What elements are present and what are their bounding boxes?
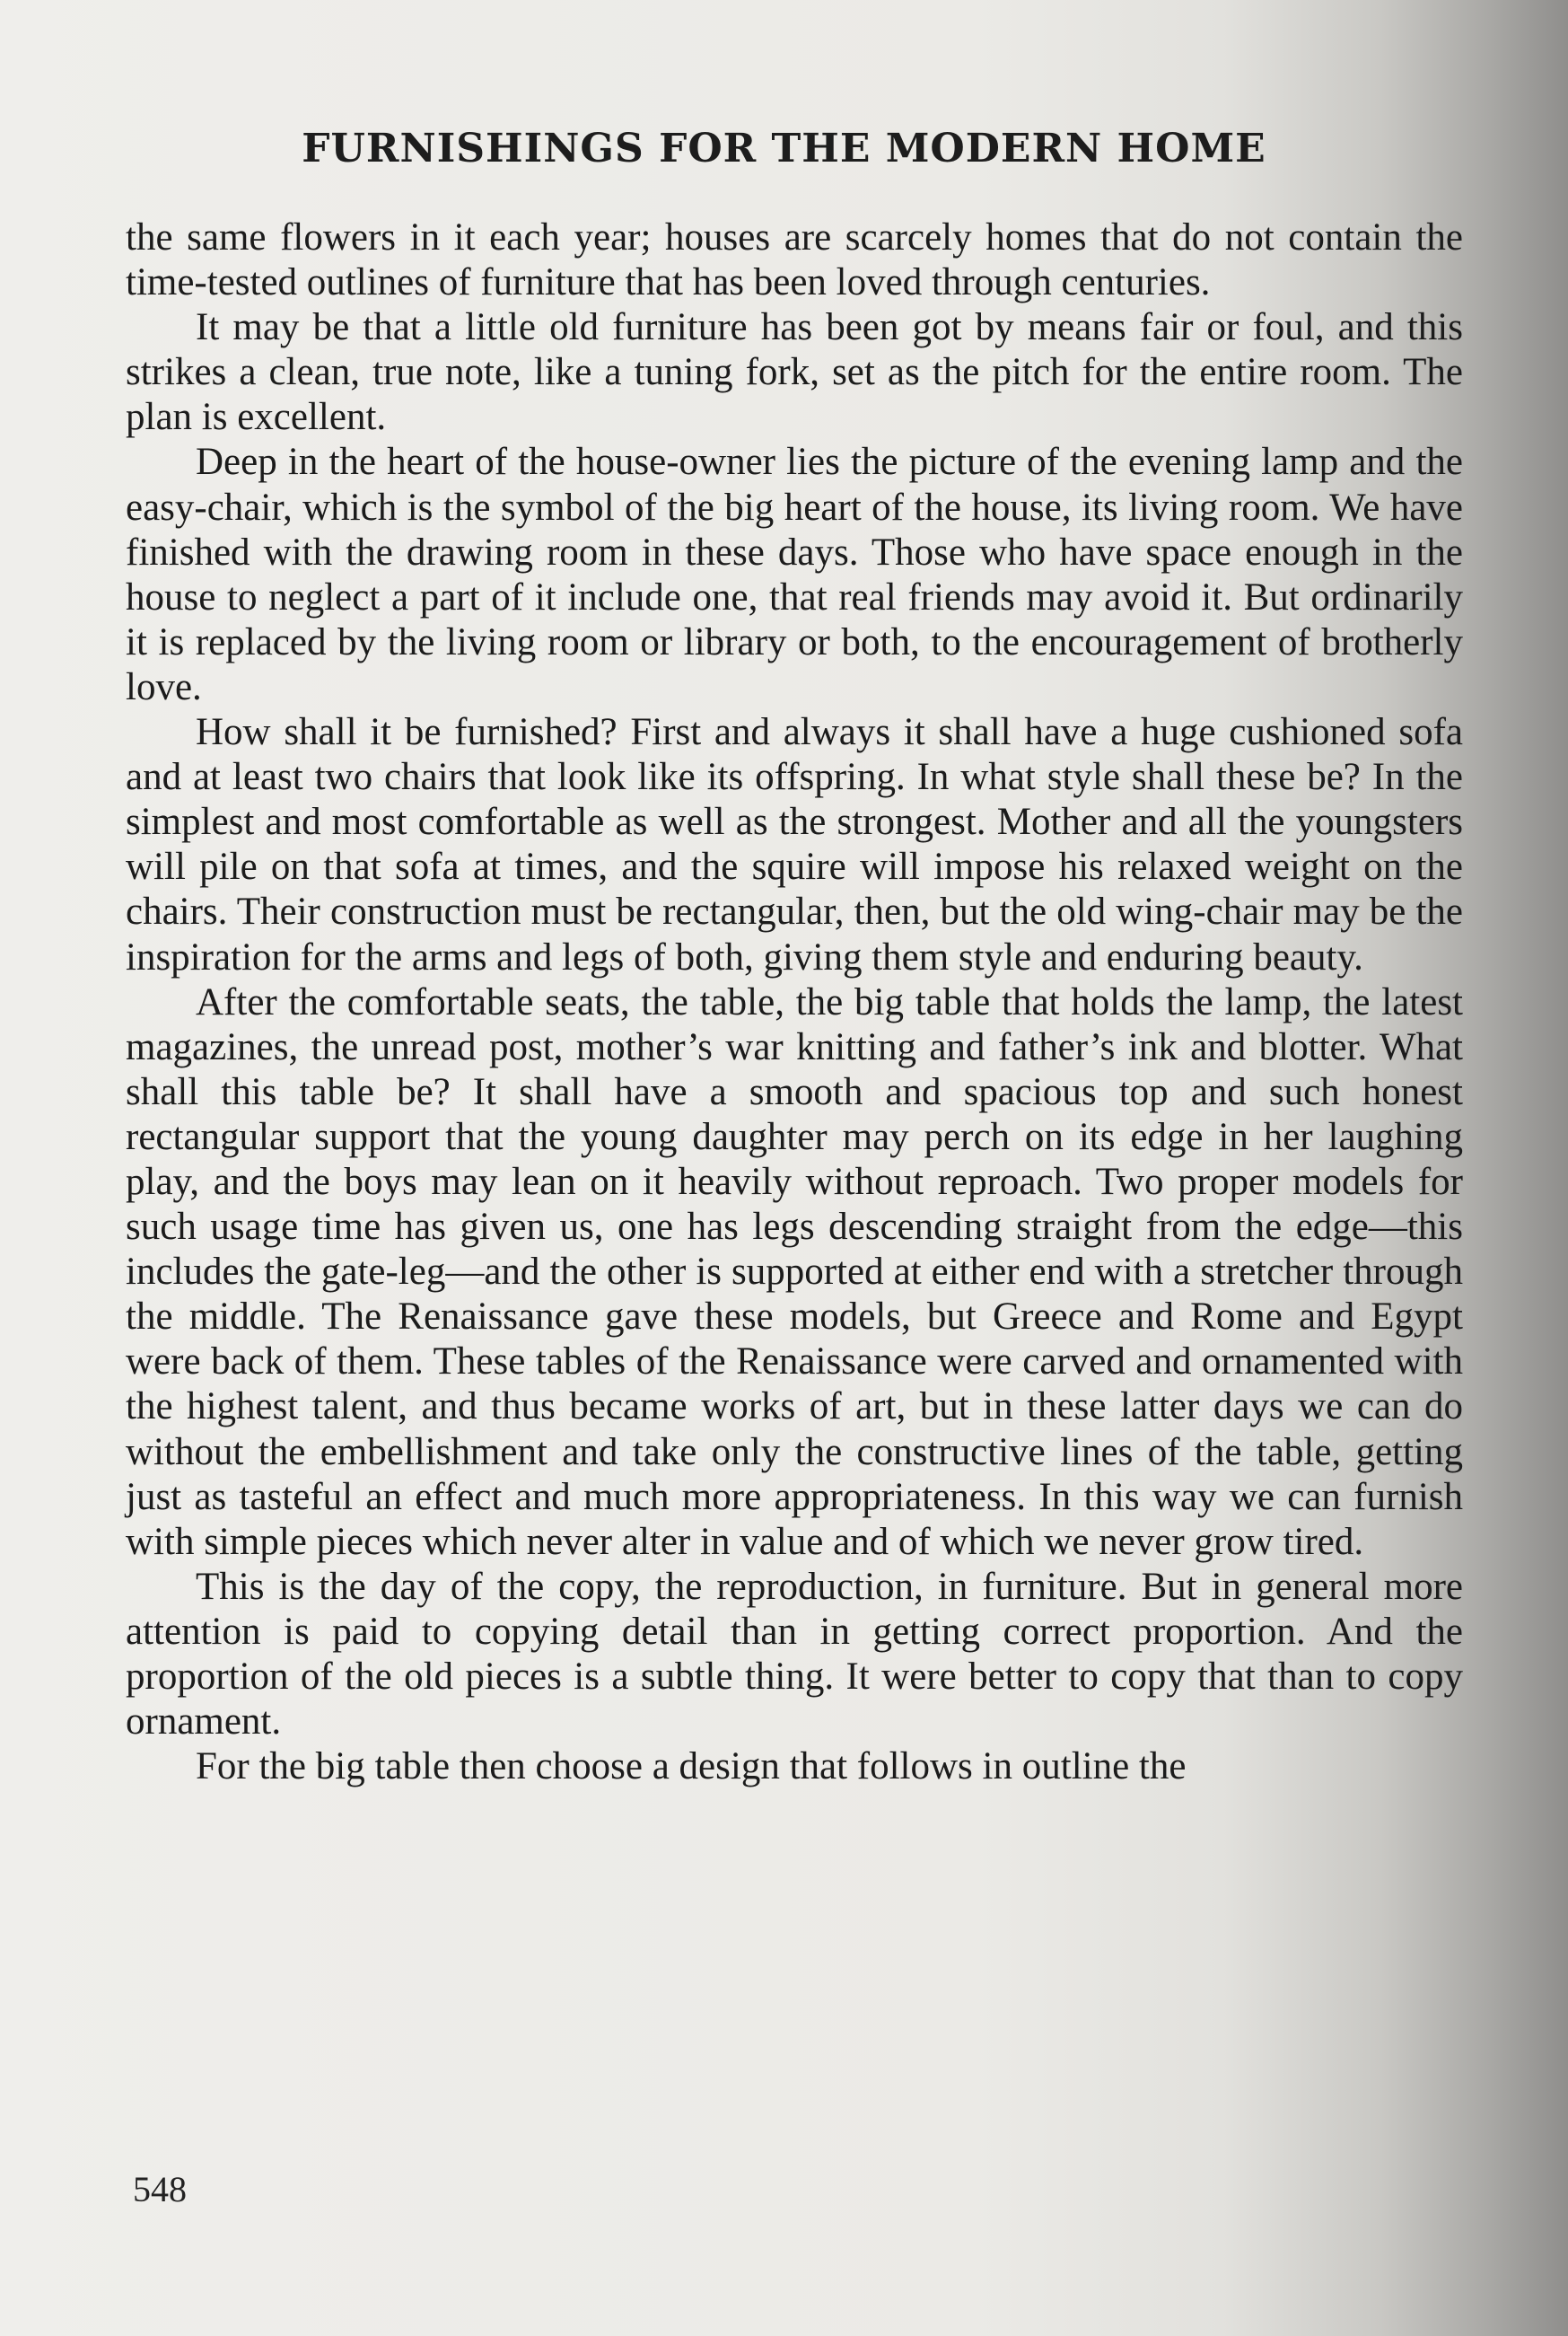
paragraph-3: Deep in the heart of the house-owner lies the picture of the evening lamp and the easy-chair, which is the symbol of the big heart of the house, its living room. We have finished with the drawing room in these days. Those who have space enough in the house to neglect a part of it include one, that real friends may avoid it. But ordinarily it is replaced by the living room or library or both, to the encouragement of brotherly love. [126,441,1463,708]
paragraph-7: For the big table then choose a design that follows in outline the [196,1745,1187,1788]
body-text [126,215,1463,1789]
running-head: FURNISHINGS FOR THE MODERN HOME [302,126,1266,171]
paragraph-2: It may be that a little old furniture has been got by means fair or foul, and this strikes a clean, true note, like a tuning fork, set as the pitch for the entire room. The plan is excellent. [126,306,1463,439]
paragraph-5: After the comfortable seats, the table, the big table that holds the lamp, the latest magazines, the unread post, mother’s war knitting and father’s ink and blotter. What shall this table be? It shall have a smooth and spacious top and such honest rectangular support that the young daughter may perch on its edge in her laughing play, and the boys may lean on it heavily without reproach. Two proper models for such usage time has given us, one has legs descending straight from the edge—this includes the gate-leg—and the other is supported at either end with a stretcher through the middle. The Renaissance gave these models, but Greece and Rome and Egypt were back of them. These tables of the Renaissance were carved and ornamented with the highest talent, and thus became works of art, but in these latter days we can do without the embellishment and take only the constructive lines of the table, getting just as tasteful an effect and much more appropriateness. In this way we can furnish with simple pieces which never alter in value and of which we never grow tired. [126,980,1463,1563]
paragraph-6: This is the day of the copy, the reproduction, in furniture. But in general more attention is paid to copying detail than in getting correct proportion. And the proportion of the old pieces is a subtle thing. It were better to copy that than to copy ornament. [126,1565,1463,1743]
page-number: 548 [133,2169,187,2209]
paragraph-1: the same flowers in it each year; houses are scarcely homes that do not contain the time-tested outlines of furniture that has been loved through centuries. [126,216,1463,304]
paragraph-4: How shall it be furnished? First and always it shall have a huge cushioned sofa and at least two chairs that look like its offspring. In what style shall these be? In the simplest and most comfortable as well as the strongest. Mother and all the youngsters will pile on that sofa at times, and the squire will impose his relaxed weight on the chairs. Their construction must be rectangular, then, but the old wing-chair may be the inspiration for the arms and legs of both, giving them style and enduring beauty. [126,711,1463,979]
